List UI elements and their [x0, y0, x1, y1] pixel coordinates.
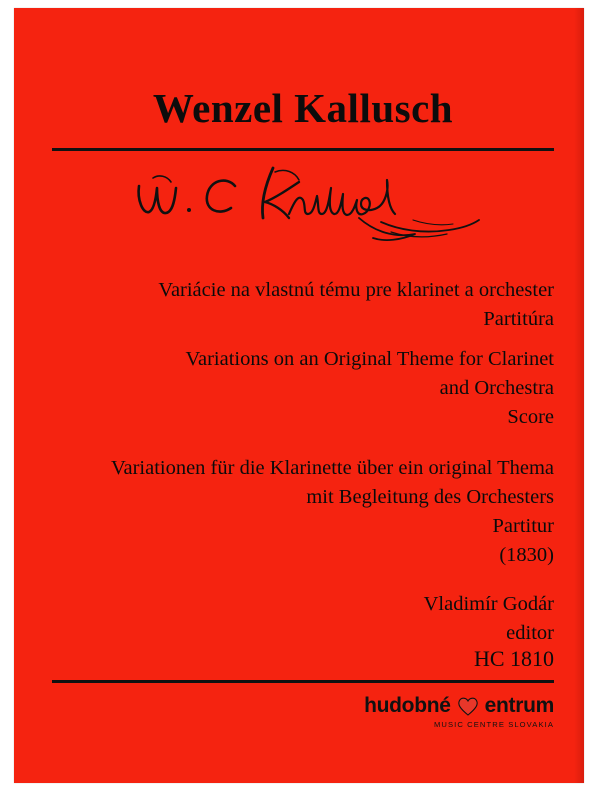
heart-icon — [457, 696, 479, 716]
title-english-line-2: and Orchestra — [439, 377, 554, 399]
publisher-tagline: MUSIC CENTRE SLOVAKIA — [433, 720, 554, 729]
title-german-line-2: mit Begleitung des Orchesters — [306, 486, 554, 508]
editor-role: editor — [506, 622, 554, 644]
title-slovak-line-2: Partitúra — [483, 308, 554, 330]
publisher-logo-row — [364, 694, 554, 718]
editor-name: Vladimír Godár — [423, 593, 554, 615]
title-german-line-1: Variationen für die Klarinette über ein original Thema — [110, 457, 554, 479]
publisher-word-left: hudobné — [364, 694, 451, 717]
editor-credit — [52, 590, 554, 648]
divider-top — [52, 148, 554, 151]
divider-bottom — [52, 680, 554, 683]
composer-name: Wenzel Kallusch — [152, 85, 454, 131]
catalog-number: HC 1810 — [473, 646, 554, 671]
title-english-line-1: Variations on an Original Theme for Clarinet — [185, 348, 554, 370]
title-slovak — [52, 276, 554, 334]
signature-icon — [123, 160, 483, 256]
title-english-line-3: Score — [507, 406, 554, 428]
title-german — [52, 454, 554, 570]
publisher-word-right: entrum — [484, 694, 554, 717]
title-english — [52, 345, 554, 432]
cover-content — [52, 8, 554, 783]
composer-signature — [52, 160, 554, 260]
publisher-logo — [364, 694, 554, 729]
title-slovak-line-1: Variácie na vlastnú tému pre klarinet a orchester — [158, 279, 554, 301]
title-german-line-3: Partitur — [492, 515, 554, 537]
score-cover — [14, 8, 584, 783]
composition-year: (1830) — [499, 544, 554, 566]
